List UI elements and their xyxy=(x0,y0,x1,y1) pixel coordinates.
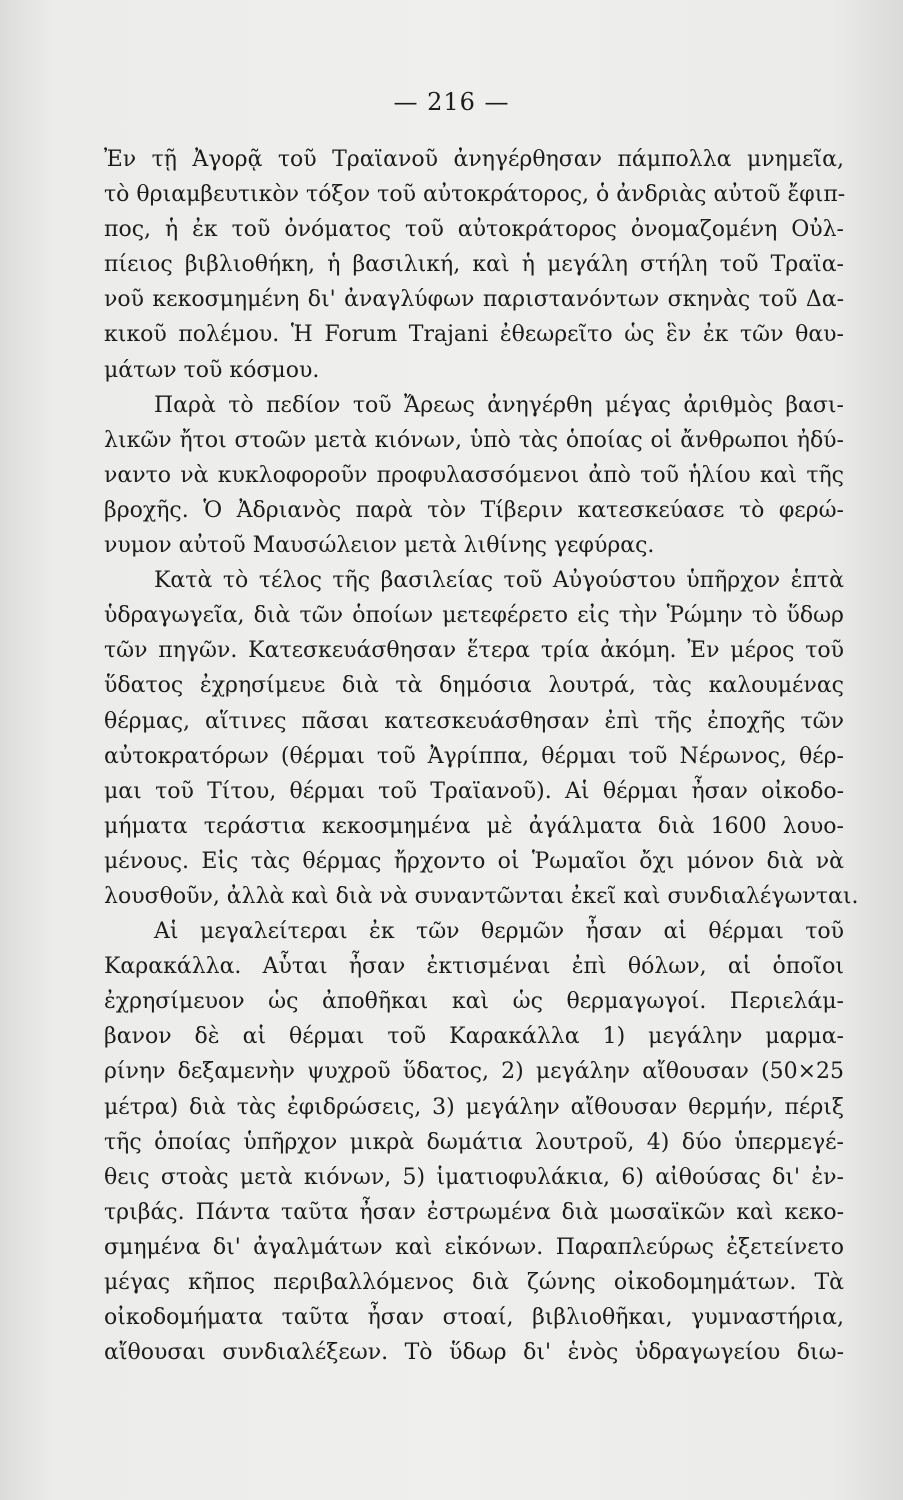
text-line: τὸ θριαμβευτικὸν τόξον τοῦ αὐτοκράτορος, ὁ ἀνδριὰς αὐτοῦ ἔφιπ- xyxy=(104,182,846,208)
text-line: τῆς ὁποίας ὑπῆρχον μικρὰ δωμάτια λουτροῦ, 4) δύο ὑπερμεγέ- xyxy=(104,1129,844,1155)
text-line: νυμον αὐτοῦ Μαυσώλειον μετὰ λιθίνης γεφύρας. xyxy=(104,533,655,559)
text-line: μαι τοῦ Τίτου, θέρμαι τοῦ Τραϊανοῦ). Αἱ θέρμαι ἦσαν οἰκοδο- xyxy=(104,778,844,804)
text-line: αὐτοκρατόρων (θέρμαι τοῦ Ἀγρίππα, θέρμαι τοῦ Νέρωνος, θέρ- xyxy=(104,743,844,769)
text-line: πος, ἡ ἐκ τοῦ ὀνόματος τοῦ αὐτοκράτορος ὀνομαζομένη Οὐλ- xyxy=(104,217,844,243)
text-line: μέτρα) διὰ τὰς ἐφιδρώσεις, 3) μεγάλην αἴθουσαν θερμήν, πέριξ xyxy=(104,1094,844,1120)
text-line: βανον δὲ αἱ θέρμαι τοῦ Καρακάλλα 1) μεγάλην μαρμα- xyxy=(104,1024,844,1050)
text-line: θέρμας, αἵτινες πᾶσαι κατεσκευάσθησαν ἐπὶ τῆς ἐποχῆς τῶν xyxy=(104,708,844,734)
page-number: — 216 — xyxy=(393,88,510,116)
text-line: βροχῆς. Ὁ Ἀδριανὸς παρὰ τὸν Τίβεριν κατεσκεύασε τὸ φερώ- xyxy=(104,497,844,523)
text-line: Καρακάλλα. Αὗται ἦσαν ἐκτισμέναι ἐπὶ θόλων, αἱ ὁποῖοι xyxy=(104,954,844,980)
text-line: σμημένα δι' ἀγαλμάτων καὶ εἰκόνων. Παραπλεύρως ἐξετείνετο xyxy=(104,1234,844,1260)
text-line: μάτων τοῦ κόσμου. xyxy=(104,357,320,383)
text-line: κικοῦ πολέμου. Ἡ Forum Trajani ἐθεωρεῖτο ὡς ἓν ἐκ τῶν θαυ- xyxy=(104,322,844,348)
text-line: πίειος βιβλιοθήκη, ἡ βασιλική, καὶ ἡ μεγάλη στήλη τοῦ Τραϊα- xyxy=(104,252,844,278)
text-line: ὑδραγωγεῖα, διὰ τῶν ὁποίων μετεφέρετο εἰς τὴν Ῥώμην τὸ ὕδωρ xyxy=(104,603,844,629)
text-line: τριβάς. Πάντα ταῦτα ἦσαν ἐστρωμένα διὰ μωσαϊκῶν καὶ κεκο- xyxy=(104,1199,844,1225)
text-line: οἰκοδομήματα ταῦτα ἦσαν στοαί, βιβλιοθῆκαι, γυμναστήρια, xyxy=(104,1305,844,1331)
text-line: Αἱ μεγαλείτεραι ἐκ τῶν θερμῶν ἦσαν αἱ θέρμαι τοῦ xyxy=(154,919,844,945)
text-line: Παρὰ τὸ πεδίον τοῦ Ἄρεως ἀνηγέρθη μέγας ἀριθμὸς βασι- xyxy=(154,392,844,418)
text-line: τῶν πηγῶν. Κατεσκευάσθησαν ἕτερα τρία ἀκόμη. Ἐν μέρος τοῦ xyxy=(104,638,844,664)
text-line: αἴθουσαι συνδιαλέξεων. Τὸ ὕδωρ δι' ἑνὸς ὑδραγωγείου διω- xyxy=(104,1340,844,1366)
text-line: ναντο νὰ κυκλοφοροῦν προφυλασσόμενοι ἀπὸ τοῦ ἡλίου καὶ τῆς xyxy=(104,462,844,488)
text-line: νοῦ κεκοσμημένη δι' ἀναγλύφων παριστανόντων σκηνὰς τοῦ Δα- xyxy=(104,287,844,313)
text-line: μένους. Εἰς τὰς θέρμας ἤρχοντο οἱ Ῥωμαῖοι ὄχι μόνον διὰ νὰ xyxy=(104,848,844,874)
text-line: μήματα τεράστια κεκοσμημένα μὲ ἀγάλματα διὰ 1600 λουο- xyxy=(104,813,844,839)
text-line: Κατὰ τὸ τέλος τῆς βασιλείας τοῦ Αὐγούστου ὑπῆρχον ἑπτὰ xyxy=(154,568,844,594)
text-line: ἐχρησίμευον ὡς ἀποθῆκαι καὶ ὡς θερμαγωγοί. Περιελάμ- xyxy=(104,989,844,1015)
text-line: ὕδατος ἐχρησίμευε διὰ τὰ δημόσια λουτρά, τὰς καλουμένας xyxy=(104,673,844,699)
text-line: θεις στοὰς μετὰ κιόνων, 5) ἱματιοφυλάκια, 6) αἰθούσας δι' ἐν- xyxy=(104,1164,844,1190)
text-line: λικῶν ἤτοι στοῶν μετὰ κιόνων, ὑπὸ τὰς ὁποίας οἱ ἄνθρωποι ἠδύ- xyxy=(104,427,844,453)
text-line: λουσθοῦν, ἀλλὰ καὶ διὰ νὰ συναντῶνται ἐκεῖ καὶ συνδιαλέγωνται. xyxy=(104,883,859,909)
text-line: μέγας κῆπος περιβαλλόμενος διὰ ζώνης οἰκοδομημάτων. Τὰ xyxy=(104,1270,844,1295)
text-line: ρίνην δεξαμενὴν ψυχροῦ ὕδατος, 2) μεγάλην αἴθουσαν (50×25 xyxy=(104,1059,844,1085)
body-text xyxy=(104,142,859,1370)
text-line: Ἐν τῇ Ἀγορᾷ τοῦ Τραϊανοῦ ἀνηγέρθησαν πάμπολλα μνημεῖα, xyxy=(104,147,844,172)
